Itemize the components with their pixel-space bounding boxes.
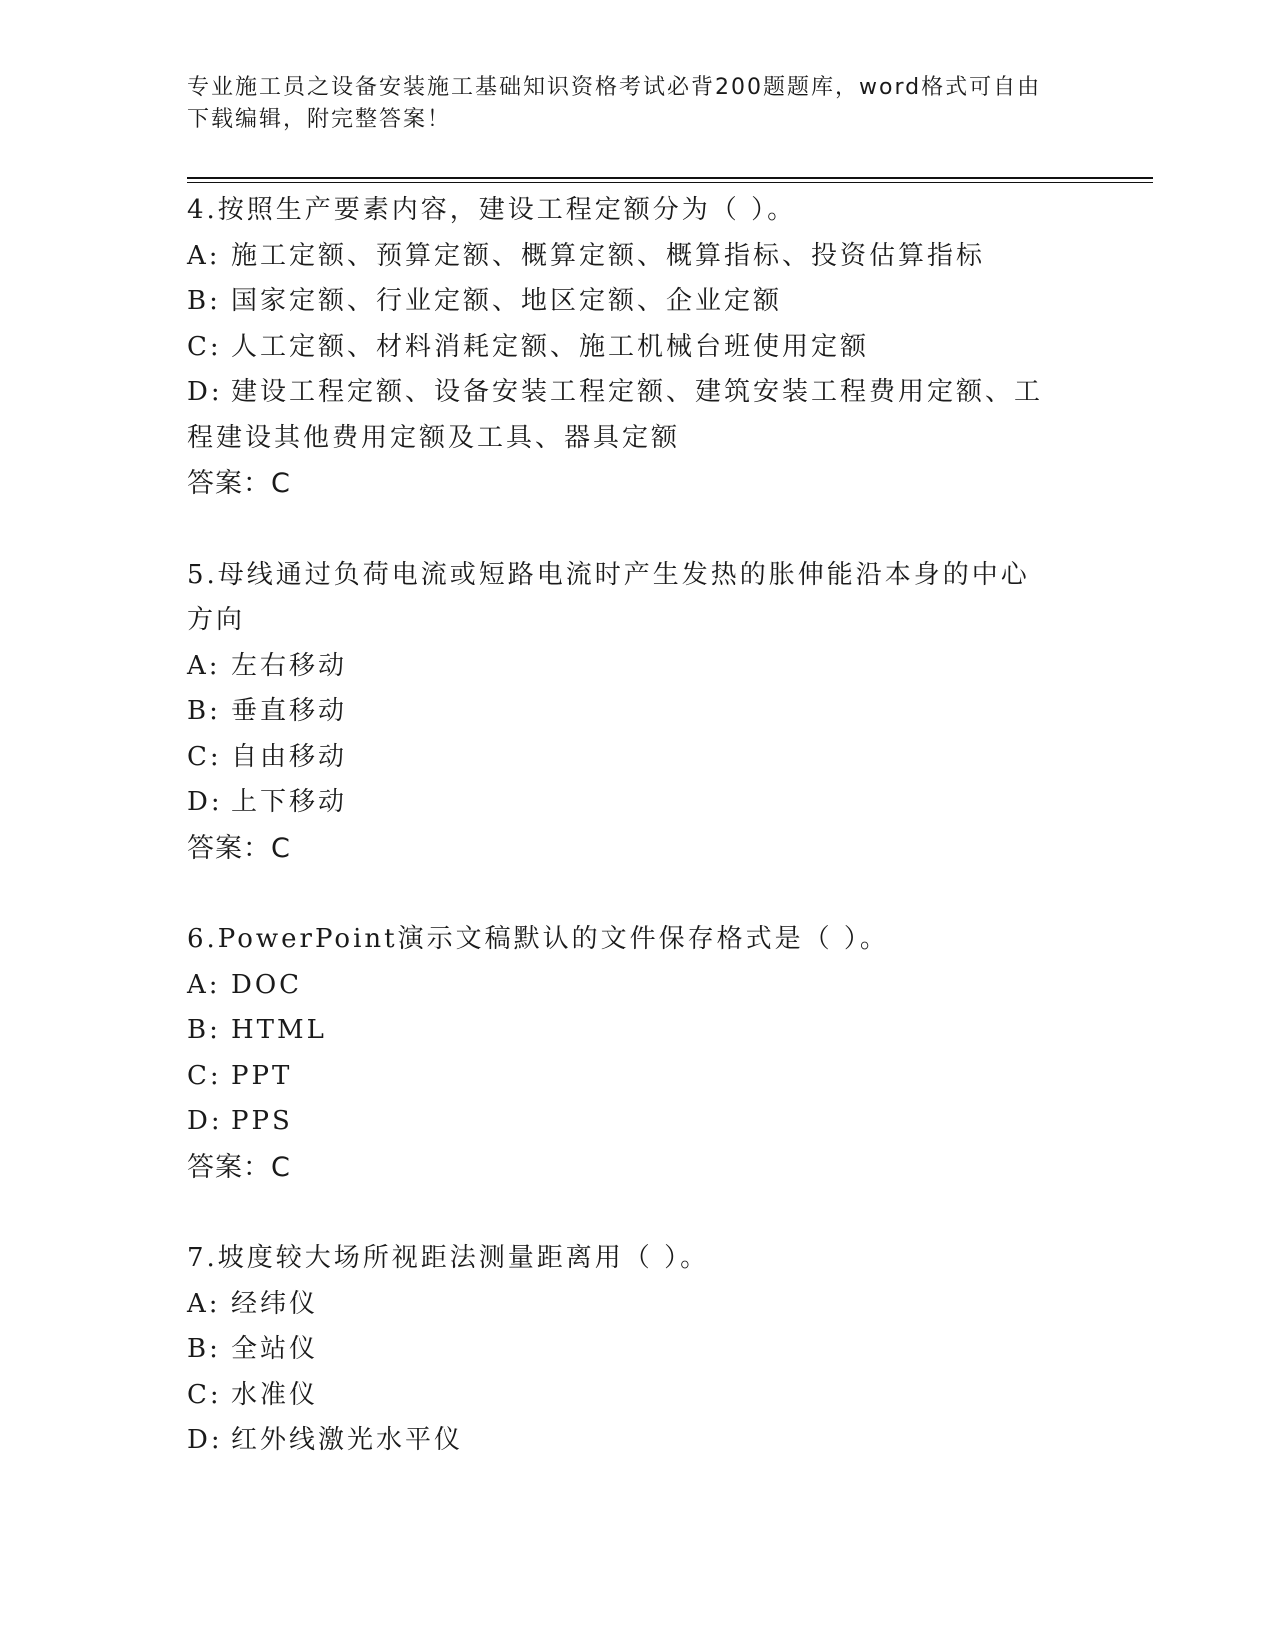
option-letter: A: <box>187 1288 221 1319</box>
option-text: 全站仪 <box>231 1334 319 1364</box>
option-b <box>187 689 1087 735</box>
option-a <box>187 644 1087 690</box>
option-letter: C: <box>187 741 222 772</box>
option-text: 建设工程定额、设备安装工程定额、建筑安装工程费用定额、工程建设其他费用定额及工具、器具定额 <box>187 377 1044 453</box>
option-d <box>187 780 1087 826</box>
option-letter: A: <box>187 240 221 271</box>
option-text: 自由移动 <box>231 741 348 772</box>
option-d <box>187 1099 1087 1145</box>
header-divider-thin <box>187 182 1153 183</box>
option-text: 国家定额、行业定额、地区定额、企业定额 <box>231 286 783 316</box>
question-6 <box>187 917 1087 1190</box>
option-b <box>187 1327 1087 1373</box>
question-stem: 4.按照生产要素内容，建设工程定额分为（ ）。 <box>187 195 797 225</box>
option-d <box>187 370 1067 461</box>
option-letter: C: <box>187 1060 222 1091</box>
option-letter: C: <box>187 1379 222 1410</box>
question-stem: 5.母线通过负荷电流或短路电流时产生发热的胀伸能沿本身的中心方向 <box>187 559 1030 635</box>
option-a <box>187 963 1087 1009</box>
option-d <box>187 1418 1087 1464</box>
answer-label: 答案：C <box>187 832 291 864</box>
option-text: 水准仪 <box>231 1379 319 1410</box>
option-letter: D: <box>187 377 223 407</box>
header-line-2: 下载编辑，附完整答案！ <box>187 107 452 132</box>
answer-label: 答案：C <box>187 468 291 499</box>
option-text: 经纬仪 <box>231 1288 319 1319</box>
option-text: DOC <box>231 969 303 1000</box>
option-letter: D: <box>187 787 223 817</box>
option-letter: B: <box>187 696 221 726</box>
header-line-1: 专业施工员之设备安装施工基础知识资格考试必背200题题库，word格式可自由 <box>187 75 1042 100</box>
option-letter: D: <box>187 1425 223 1455</box>
option-text: 左右移动 <box>231 650 348 681</box>
question-7 <box>187 1236 1087 1464</box>
option-c <box>187 1373 1087 1419</box>
option-c <box>187 325 1087 371</box>
document-header <box>187 72 1067 136</box>
option-letter: B: <box>187 1334 221 1364</box>
question-stem: 6.PowerPoint演示文稿默认的文件保存格式是（ ）。 <box>187 924 889 954</box>
header-divider-thick <box>187 177 1153 179</box>
option-c <box>187 1054 1087 1100</box>
option-b <box>187 1008 1087 1054</box>
question-stem: 7.坡度较大场所视距法测量距离用（ ）。 <box>187 1243 710 1273</box>
option-text: 施工定额、预算定额、概算定额、概算指标、投资估算指标 <box>231 240 986 271</box>
answer-label: 答案：C <box>187 1151 291 1183</box>
option-letter: A: <box>187 969 221 1000</box>
question-list <box>187 188 1087 1510</box>
option-text: HTML <box>231 1015 327 1045</box>
option-text: PPS <box>231 1106 293 1136</box>
option-text: 红外线激光水平仪 <box>231 1425 464 1455</box>
option-text: 上下移动 <box>231 787 348 817</box>
question-5 <box>187 553 1087 872</box>
option-text: 人工定额、材料消耗定额、施工机械台班使用定额 <box>231 331 870 362</box>
option-text: 垂直移动 <box>231 696 348 726</box>
option-text: PPT <box>231 1060 293 1091</box>
option-a <box>187 1282 1087 1328</box>
option-a <box>187 234 1087 280</box>
option-letter: C: <box>187 331 222 362</box>
option-c <box>187 735 1087 781</box>
option-b <box>187 279 1087 325</box>
question-4 <box>187 188 1087 507</box>
option-letter: B: <box>187 286 221 316</box>
option-letter: B: <box>187 1015 221 1045</box>
option-letter: A: <box>187 650 221 681</box>
option-letter: D: <box>187 1106 223 1136</box>
